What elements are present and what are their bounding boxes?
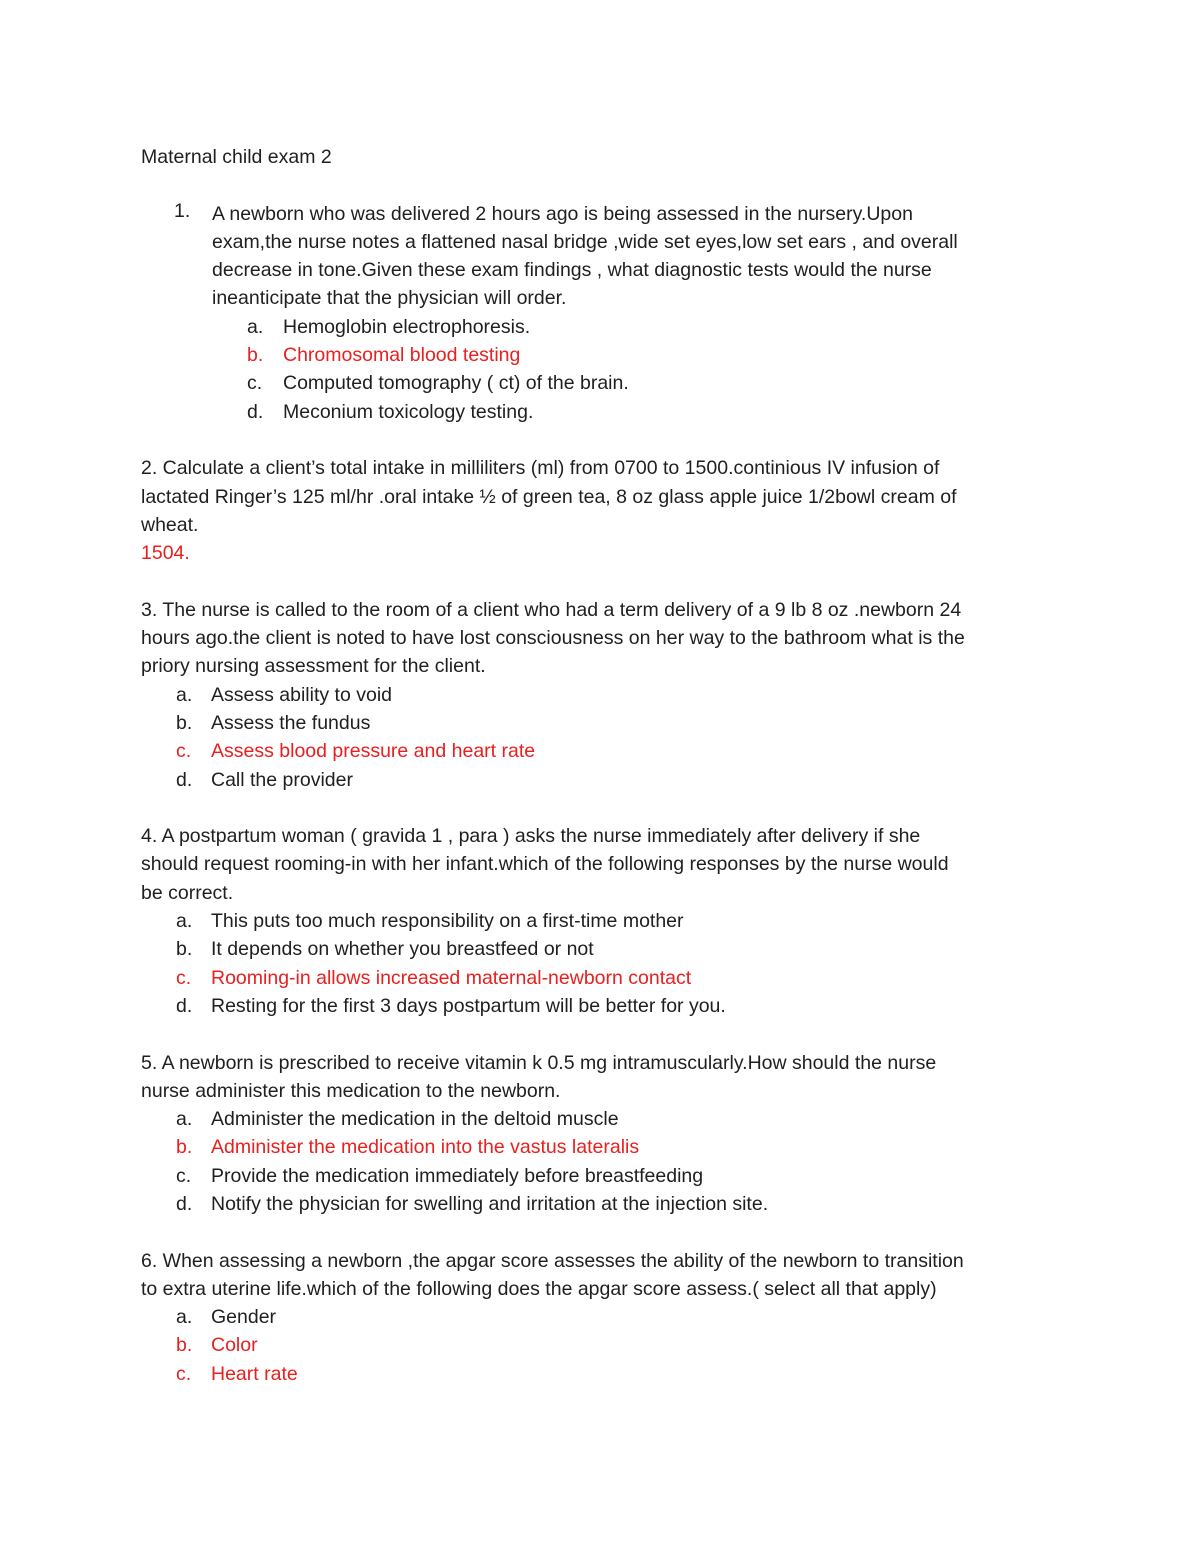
question-1-number: 1.: [174, 199, 191, 222]
option-text: Assess blood pressure and heart rate: [211, 740, 536, 763]
option-letter: a.: [176, 1306, 193, 1329]
option-letter: d.: [247, 400, 264, 423]
option-letter: a.: [247, 315, 264, 338]
option-letter: d.: [176, 768, 193, 791]
question-3-option-d: [141, 766, 1071, 794]
question-1-line: A newborn who was delivered 2 hours ago is being assessed in the nursery.Upon: [212, 202, 913, 225]
question-3-line: 3. The nurse is called to the room of a client who had a term delivery of a 9 lb 8 oz .newborn 24: [141, 598, 962, 621]
option-letter: b.: [176, 938, 193, 961]
question-4-line: 4. A postpartum woman ( gravida 1 , para ) asks the nurse immediately after delivery if she: [141, 825, 921, 848]
question-4-line: should request rooming-in with her infant.which of the following responses by the nurse would: [141, 853, 949, 876]
question-5-line: 5. A newborn is prescribed to receive vitamin k 0.5 mg intramuscularly.How should the nurse: [141, 1051, 937, 1074]
option-letter: c.: [247, 372, 263, 395]
question-3-option-b: [141, 709, 1071, 737]
option-text: Administer the medication into the vastus lateralis: [211, 1136, 640, 1159]
option-letter: b.: [176, 1334, 193, 1357]
option-letter: b.: [176, 1136, 193, 1159]
question-1-option-d: [141, 398, 1071, 426]
question-6-option-c-answer: [141, 1360, 1071, 1388]
question-5: [141, 1049, 1071, 1219]
option-letter: c.: [176, 740, 192, 763]
option-text: This puts too much responsibility on a first-time mother: [211, 910, 684, 933]
option-text: Color: [211, 1334, 258, 1357]
question-1-line: exam,the nurse notes a flattened nasal bridge ,wide set eyes,low set ears , and overall: [212, 230, 958, 253]
question-3: [141, 596, 1071, 794]
question-1-line: ineanticipate that the physician will order.: [212, 287, 567, 310]
option-letter: d.: [176, 1192, 193, 1215]
question-6: [141, 1247, 1071, 1388]
option-letter: a.: [176, 910, 193, 933]
option-text: Hemoglobin electrophoresis.: [283, 315, 531, 338]
question-4-line: be correct.: [141, 881, 234, 904]
document-title: Maternal child exam 2: [141, 146, 332, 168]
option-text: Resting for the first 3 days postpartum will be better for you.: [211, 994, 726, 1017]
question-1-option-a: [141, 313, 1071, 341]
question-1: [141, 200, 1071, 426]
question-3-line: hours ago.the client is noted to have lost consciousness on her way to the bathroom what is the: [141, 627, 965, 650]
option-text: Meconium toxicology testing.: [283, 400, 534, 423]
question-4-option-a: [141, 907, 1071, 935]
question-2-answer: 1504.: [141, 542, 190, 565]
question-6-line: to extra uterine life.which of the following does the apgar score assess.( select all that apply): [141, 1277, 937, 1300]
option-text: Assess the fundus: [211, 711, 371, 734]
question-5-option-d: [141, 1190, 1071, 1218]
question-2: [141, 454, 1071, 567]
question-6-option-a: [141, 1303, 1071, 1331]
question-4: [141, 822, 1071, 1020]
question-5-option-b-answer: [141, 1133, 1071, 1161]
option-letter: c.: [176, 966, 192, 989]
question-3-line: priory nursing assessment for the client.: [141, 655, 486, 678]
option-text: Computed tomography ( ct) of the brain.: [283, 372, 629, 395]
question-4-option-b: [141, 935, 1071, 963]
question-2-line: lactated Ringer’s 125 ml/hr .oral intake ½ of green tea, 8 oz glass apple juice 1/2bowl cream of: [141, 485, 957, 508]
document-page: [141, 143, 1071, 1388]
option-text: Rooming-in allows increased maternal-newborn contact: [211, 966, 692, 989]
option-text: Notify the physician for swelling and irritation at the injection site.: [211, 1192, 769, 1215]
option-text: Administer the medication in the deltoid muscle: [211, 1108, 619, 1131]
option-text: Call the provider: [211, 768, 353, 791]
question-4-option-c-answer: [141, 964, 1071, 992]
question-3-option-a: [141, 681, 1071, 709]
question-6-line: 6. When assessing a newborn ,the apgar score assesses the ability of the newborn to transition: [141, 1249, 964, 1272]
option-letter: b.: [176, 711, 193, 734]
option-text: Gender: [211, 1306, 277, 1329]
option-letter: d.: [176, 994, 193, 1017]
question-6-option-b-answer: [141, 1331, 1071, 1359]
option-letter: c.: [176, 1164, 192, 1187]
option-text: Chromosomal blood testing: [283, 344, 521, 367]
question-1-option-b-answer: [141, 341, 1071, 369]
option-text: It depends on whether you breastfeed or not: [211, 938, 594, 961]
option-text: Assess ability to void: [211, 683, 392, 706]
question-1-option-c: [141, 369, 1071, 397]
question-5-line: nurse administer this medication to the newborn.: [141, 1079, 561, 1102]
question-2-line: 2. Calculate a client’s total intake in milliliters (ml) from 0700 to 1500.continious IV infusion of: [141, 457, 940, 480]
option-text: Provide the medication immediately before breastfeeding: [211, 1164, 704, 1187]
question-4-option-d: [141, 992, 1071, 1020]
question-1-line: decrease in tone.Given these exam findings , what diagnostic tests would the nurse: [212, 259, 932, 282]
question-5-option-a: [141, 1105, 1071, 1133]
option-letter: b.: [247, 344, 264, 367]
question-3-option-c-answer: [141, 737, 1071, 765]
option-letter: a.: [176, 1108, 193, 1131]
question-2-line: wheat.: [141, 513, 199, 536]
question-5-option-c: [141, 1162, 1071, 1190]
option-letter: a.: [176, 683, 193, 706]
option-letter: c.: [176, 1362, 192, 1385]
option-text: Heart rate: [211, 1362, 298, 1385]
